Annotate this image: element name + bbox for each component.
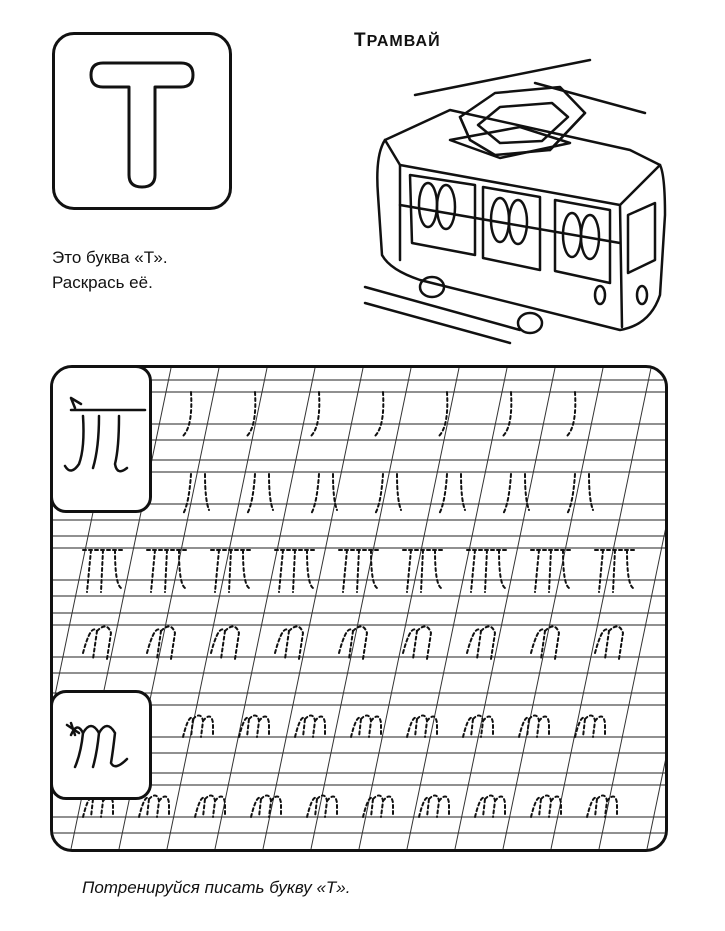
tracing-glyph: [351, 715, 381, 737]
instruction-text: Потренируйся писать букву «Т».: [82, 878, 351, 897]
tracing-glyph: [211, 550, 251, 592]
tracing-glyph: [211, 626, 239, 659]
tracing-glyph: [475, 795, 505, 817]
tracing-glyph: [83, 550, 123, 592]
picture-title-first-letter: Т: [354, 30, 367, 51]
tracing-glyph: [307, 795, 337, 817]
tracing-glyph: [439, 474, 465, 514]
letter-t-outline: [55, 35, 229, 207]
letter-box: [52, 32, 232, 210]
tracing-glyph: [311, 392, 319, 436]
tracing-glyph: [195, 795, 225, 817]
tracing-glyph: [251, 795, 281, 817]
tracing-glyph: [587, 795, 617, 817]
tracing-glyph: [595, 550, 635, 592]
tracing-glyph: [419, 795, 449, 817]
tracing-glyph: [531, 550, 571, 592]
tracing-glyph: [531, 626, 559, 659]
sample-box-top: [50, 365, 152, 513]
tracing-glyph: [463, 715, 493, 737]
intro-line-2: Раскрась её.: [52, 273, 153, 292]
tracing-glyph: [275, 550, 315, 592]
intro-text: [52, 245, 168, 295]
tram-icon: [360, 55, 680, 345]
tracing-glyph: [183, 715, 213, 737]
tracing-glyph: [467, 550, 507, 592]
tracing-glyph: [339, 626, 367, 659]
tracing-glyph: [595, 626, 623, 659]
tracing-glyph: [503, 392, 511, 436]
practice-area: [50, 365, 668, 852]
tracing-glyph: [147, 550, 187, 592]
sample-box-bottom: [50, 690, 152, 800]
tracing-glyph: [339, 550, 379, 592]
sample-cursive-capital-t: [53, 368, 149, 510]
tracing-glyph: [83, 626, 111, 659]
tracing-glyph: [183, 392, 191, 436]
tracing-glyph: [247, 474, 273, 514]
picture-title: [354, 30, 441, 52]
tracing-glyph: [403, 550, 443, 592]
picture-title-rest: РАМВАЙ: [366, 33, 441, 50]
tracing-glyph: [575, 715, 605, 737]
tracing-glyph: [467, 626, 495, 659]
tracing-glyph: [239, 715, 269, 737]
sample-cursive-small-t: [53, 693, 149, 797]
tracing-glyph: [139, 795, 169, 817]
tracing-glyph: [531, 795, 561, 817]
intro-line-1: Это буква «Т».: [52, 248, 168, 267]
tracing-glyph: [567, 392, 575, 436]
tracing-glyph: [295, 715, 325, 737]
tracing-glyph: [519, 715, 549, 737]
tracing-glyph: [503, 474, 529, 514]
tracing-glyph: [311, 474, 337, 514]
tracing-glyph: [147, 626, 175, 659]
tracing-glyph: [375, 392, 383, 436]
tracing-glyph: [403, 626, 431, 659]
tracing-glyph: [275, 626, 303, 659]
